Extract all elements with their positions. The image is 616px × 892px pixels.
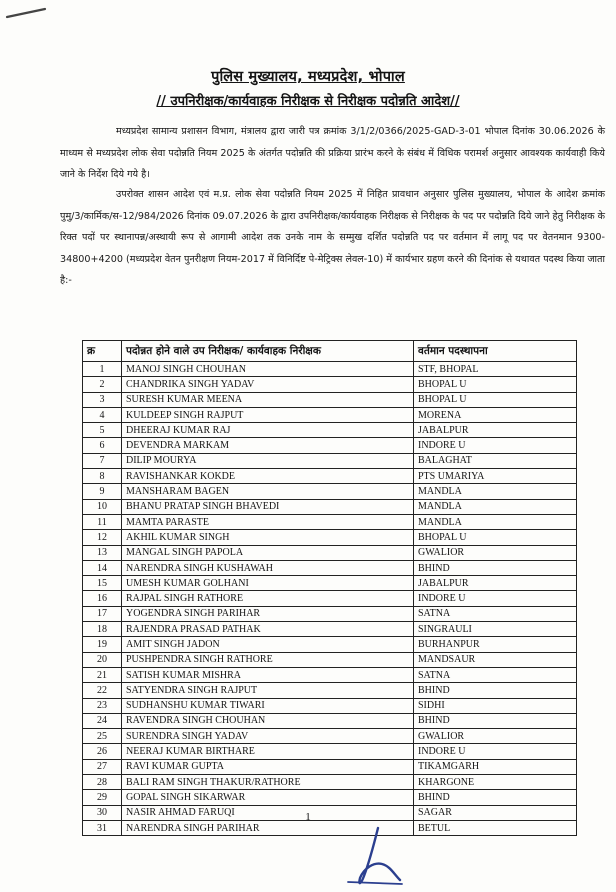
- cell-current-posting: BHOPAL U: [414, 530, 577, 545]
- cell-serial-number: 6: [83, 438, 122, 453]
- cell-serial-number: 24: [83, 713, 122, 728]
- cell-serial-number: 10: [83, 499, 122, 514]
- paragraph-1: मध्यप्रदेश सामान्य प्रशासन विभाग, मंत्रालय द्वारा जारी पत्र क्रमांक 3/1/2/0366/2025-GAD-3-01 भोपाल दिनांक 30.06.2026 के माध्यम से मध्यप्रदेश लोक सेवा पदोन्नति नियम 2025 के अंतर्गत पदोन्नति की प्रक्रिया प्रारंभ करने के संबंध में विधिक परामर्श अनुसार आवश्यक कार्यवाही किये जाने के निर्देश दिये गये है।: [60, 126, 605, 180]
- table-row: [83, 545, 577, 560]
- cell-officer-name: MANSHARAM BAGEN: [122, 484, 414, 499]
- table-row: [83, 453, 577, 468]
- cell-serial-number: 28: [83, 775, 122, 790]
- cell-serial-number: 16: [83, 591, 122, 606]
- cell-current-posting: MANDLA: [414, 514, 577, 529]
- table-row: [83, 392, 577, 407]
- cell-current-posting: MANDSAUR: [414, 652, 577, 667]
- cell-officer-name: SURESH KUMAR MEENA: [122, 392, 414, 407]
- cell-serial-number: 26: [83, 744, 122, 759]
- cell-officer-name: UMESH KUMAR GOLHANI: [122, 576, 414, 591]
- cell-officer-name: NARENDRA SINGH KUSHAWAH: [122, 560, 414, 575]
- cell-serial-number: 2: [83, 377, 122, 392]
- cell-current-posting: SATNA: [414, 606, 577, 621]
- table-row: [83, 606, 577, 621]
- pen-stroke-mark: [5, 6, 49, 20]
- cell-serial-number: 7: [83, 453, 122, 468]
- header-current-posting: वर्तमान पदस्थापना: [414, 341, 577, 362]
- cell-serial-number: 8: [83, 469, 122, 484]
- cell-serial-number: 4: [83, 407, 122, 422]
- cell-serial-number: 3: [83, 392, 122, 407]
- table-row: [83, 790, 577, 805]
- cell-current-posting: INDORE U: [414, 591, 577, 606]
- table-row: [83, 560, 577, 575]
- cell-officer-name: AKHIL KUMAR SINGH: [122, 530, 414, 545]
- promotion-table: [82, 340, 577, 836]
- cell-current-posting: PTS UMARIYA: [414, 469, 577, 484]
- table-row: [83, 729, 577, 744]
- cell-current-posting: STF, BHOPAL: [414, 362, 577, 377]
- cell-officer-name: RAVENDRA SINGH CHOUHAN: [122, 713, 414, 728]
- cell-officer-name: MAMTA PARASTE: [122, 514, 414, 529]
- cell-current-posting: INDORE U: [414, 744, 577, 759]
- cell-serial-number: 18: [83, 622, 122, 637]
- cell-current-posting: MANDLA: [414, 499, 577, 514]
- cell-officer-name: RAVI KUMAR GUPTA: [122, 759, 414, 774]
- cell-serial-number: 29: [83, 790, 122, 805]
- table-row: [83, 423, 577, 438]
- table-row: [83, 698, 577, 713]
- cell-officer-name: SATYENDRA SINGH RAJPUT: [122, 683, 414, 698]
- cell-serial-number: 21: [83, 667, 122, 682]
- cell-serial-number: 12: [83, 530, 122, 545]
- header-officer-name: पदोन्नत होने वाले उप निरीक्षक/ कार्यवाहक निरीक्षक: [122, 341, 414, 362]
- table-row: [83, 576, 577, 591]
- table-row: [83, 469, 577, 484]
- cell-serial-number: 1: [83, 362, 122, 377]
- cell-officer-name: RAJENDRA PRASAD PATHAK: [122, 622, 414, 637]
- cell-serial-number: 5: [83, 423, 122, 438]
- cell-current-posting: BALAGHAT: [414, 453, 577, 468]
- cell-current-posting: BHOPAL U: [414, 392, 577, 407]
- cell-current-posting: TIKAMGARH: [414, 759, 577, 774]
- table-row: [83, 683, 577, 698]
- table-row: [83, 362, 577, 377]
- table-row: [83, 622, 577, 637]
- order-heading: // उपनिरीक्षक/कार्यवाहक निरीक्षक से निरीक्षक पदोन्नति आदेश//: [156, 94, 460, 109]
- table-row: [83, 377, 577, 392]
- cell-officer-name: NEERAJ KUMAR BIRTHARE: [122, 744, 414, 759]
- cell-officer-name: DILIP MOURYA: [122, 453, 414, 468]
- cell-officer-name: SUDHANSHU KUMAR TIWARI: [122, 698, 414, 713]
- cell-current-posting: KHARGONE: [414, 775, 577, 790]
- cell-officer-name: BALI RAM SINGH THAKUR/RATHORE: [122, 775, 414, 790]
- cell-serial-number: 22: [83, 683, 122, 698]
- table-row: [83, 652, 577, 667]
- cell-serial-number: 30: [83, 805, 122, 820]
- cell-officer-name: AMIT SINGH JADON: [122, 637, 414, 652]
- table-row: [83, 744, 577, 759]
- signature: [340, 824, 408, 890]
- cell-serial-number: 25: [83, 729, 122, 744]
- cell-current-posting: SATNA: [414, 667, 577, 682]
- cell-officer-name: BHANU PRATAP SINGH BHAVEDI: [122, 499, 414, 514]
- cell-current-posting: MORENA: [414, 407, 577, 422]
- cell-current-posting: BHIND: [414, 790, 577, 805]
- cell-officer-name: NASIR AHMAD FARUQI: [122, 805, 414, 820]
- cell-officer-name: RAVISHANKAR KOKDE: [122, 469, 414, 484]
- cell-serial-number: 15: [83, 576, 122, 591]
- cell-current-posting: BHOPAL U: [414, 377, 577, 392]
- cell-current-posting: SINGRAULI: [414, 622, 577, 637]
- cell-serial-number: 20: [83, 652, 122, 667]
- table-row: [83, 514, 577, 529]
- cell-officer-name: DHEERAJ KUMAR RAJ: [122, 423, 414, 438]
- cell-serial-number: 13: [83, 545, 122, 560]
- cell-serial-number: 14: [83, 560, 122, 575]
- cell-officer-name: YOGENDRA SINGH PARIHAR: [122, 606, 414, 621]
- table-row: [83, 407, 577, 422]
- cell-current-posting: GWALIOR: [414, 545, 577, 560]
- cell-serial-number: 17: [83, 606, 122, 621]
- cell-current-posting: BHIND: [414, 713, 577, 728]
- header-serial-number: क्र: [83, 341, 122, 362]
- table-row: [83, 713, 577, 728]
- cell-serial-number: 27: [83, 759, 122, 774]
- table-row: [83, 637, 577, 652]
- cell-current-posting: BHIND: [414, 560, 577, 575]
- table-body: [83, 362, 577, 836]
- table-row: [83, 591, 577, 606]
- table-header-row: [83, 341, 577, 362]
- cell-officer-name: GOPAL SINGH SIKARWAR: [122, 790, 414, 805]
- cell-officer-name: SATISH KUMAR MISHRA: [122, 667, 414, 682]
- cell-officer-name: MANOJ SINGH CHOUHAN: [122, 362, 414, 377]
- table-row: [83, 499, 577, 514]
- cell-serial-number: 11: [83, 514, 122, 529]
- cell-serial-number: 31: [83, 820, 122, 835]
- table-row: [83, 530, 577, 545]
- cell-current-posting: SAGAR: [414, 805, 577, 820]
- cell-officer-name: CHANDRIKA SINGH YADAV: [122, 377, 414, 392]
- table-row: [83, 667, 577, 682]
- table-row: [83, 759, 577, 774]
- cell-current-posting: GWALIOR: [414, 729, 577, 744]
- table-row: [83, 775, 577, 790]
- cell-officer-name: KULDEEP SINGH RAJPUT: [122, 407, 414, 422]
- cell-current-posting: MANDLA: [414, 484, 577, 499]
- cell-serial-number: 9: [83, 484, 122, 499]
- cell-current-posting: BETUL: [414, 820, 577, 835]
- cell-current-posting: JABALPUR: [414, 576, 577, 591]
- office-heading: पुलिस मुख्यालय, मध्यप्रदेश, भोपाल: [211, 69, 405, 85]
- cell-officer-name: MANGAL SINGH PAPOLA: [122, 545, 414, 560]
- table-row: [83, 438, 577, 453]
- paragraph-2: उपरोक्त शासन आदेश एवं म.प्र. लोक सेवा पदोन्नति नियम 2025 में निहित प्रावधान अनुसार पुलिस मुख्यालय, भोपाल के आदेश क्रमांक पुमु/3/कार्मिक/स-12/984/2026 दिनांक 09.07.2026 के द्वारा उपनिरीक्षक/कार्यवाहक निरीक्षक से निरीक्षक के पद पर पदोन्नति दिये जाने हेतु निरीक्षक के रिक्त पदों पर स्थानापन्न/अस्थायी रूप से आगामी आदेश तक उनके नाम के सम्मुख दर्शित पदोन्नति पद पर वर्तमान में लागू पद पर वेतनमान 9300-34800+4200 (मध्यप्रदेश वेतन पुनरीक्षण नियम-2017 में विनिर्दिष्ट पे-मेट्रिक्स लेवल-10) में कार्यभार ग्रहण करने की दिनांक से यथावत पदस्थ किया जाता है:-: [60, 189, 605, 286]
- cell-current-posting: JABALPUR: [414, 423, 577, 438]
- table-row: [83, 484, 577, 499]
- cell-serial-number: 23: [83, 698, 122, 713]
- cell-officer-name: DEVENDRA MARKAM: [122, 438, 414, 453]
- cell-serial-number: 19: [83, 637, 122, 652]
- cell-officer-name: SURENDRA SINGH YADAV: [122, 729, 414, 744]
- cell-officer-name: PUSHPENDRA SINGH RATHORE: [122, 652, 414, 667]
- cell-officer-name: RAJPAL SINGH RATHORE: [122, 591, 414, 606]
- page-number: 1: [305, 811, 311, 823]
- cell-current-posting: BHIND: [414, 683, 577, 698]
- cell-current-posting: INDORE U: [414, 438, 577, 453]
- cell-current-posting: SIDHI: [414, 698, 577, 713]
- cell-current-posting: BURHANPUR: [414, 637, 577, 652]
- cell-officer-name: NARENDRA SINGH PARIHAR: [122, 820, 414, 835]
